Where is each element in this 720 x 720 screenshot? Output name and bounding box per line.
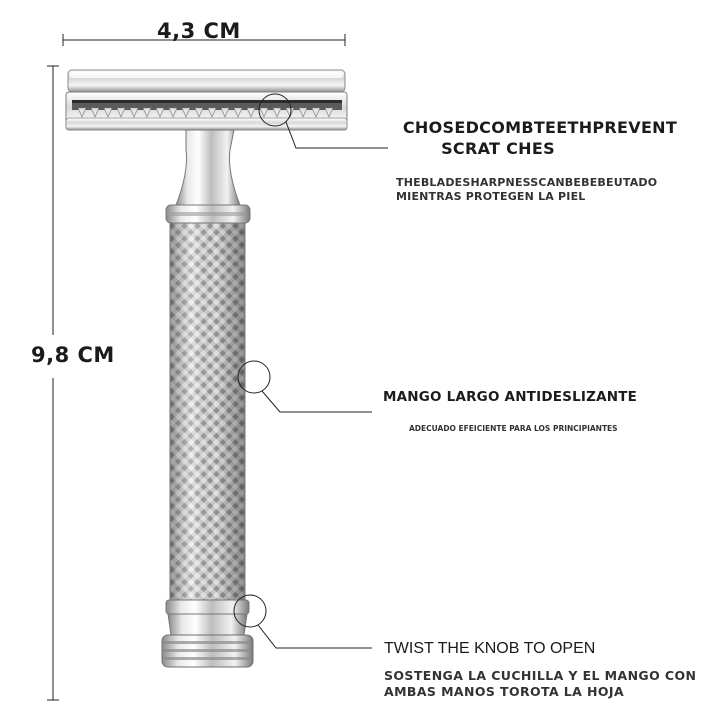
- callout-comb-sub-line2: MIENTRAS PROTEGEN LA PIEL: [396, 190, 586, 203]
- callout-knob-title: TWIST THE KNOB TO OPEN: [384, 640, 596, 657]
- height-label: 9,8 CM: [31, 343, 115, 367]
- callout-comb-title-line1: CHOSEDCOMBTEETHPREVENT: [402, 118, 678, 137]
- callout-comb-title-line2: SCRAT CHES: [441, 139, 555, 158]
- callout-markers: [234, 94, 388, 648]
- callout-knob-sub-line1: SOSTENGA LA CUCHILLA Y EL MANGO CON: [384, 668, 697, 683]
- width-label: 4,3 CM: [157, 19, 241, 43]
- callout-comb-teeth: [380, 118, 710, 158]
- height-dimension-line: [47, 66, 59, 700]
- callout-comb-sub-line1: THEBLADESHARPNESSCANBEBEBEUTADO: [396, 176, 658, 189]
- callout-handle-sub: ADECUADO EFEICIENTE PARA LOS PRINCIPIANTES: [409, 424, 618, 433]
- callout-handle-title: MANGO LARGO ANTIDESLIZANTE: [383, 389, 638, 405]
- callout-knob-sub-line2: AMBAS MANOS TOROTA LA HOJA: [384, 684, 625, 699]
